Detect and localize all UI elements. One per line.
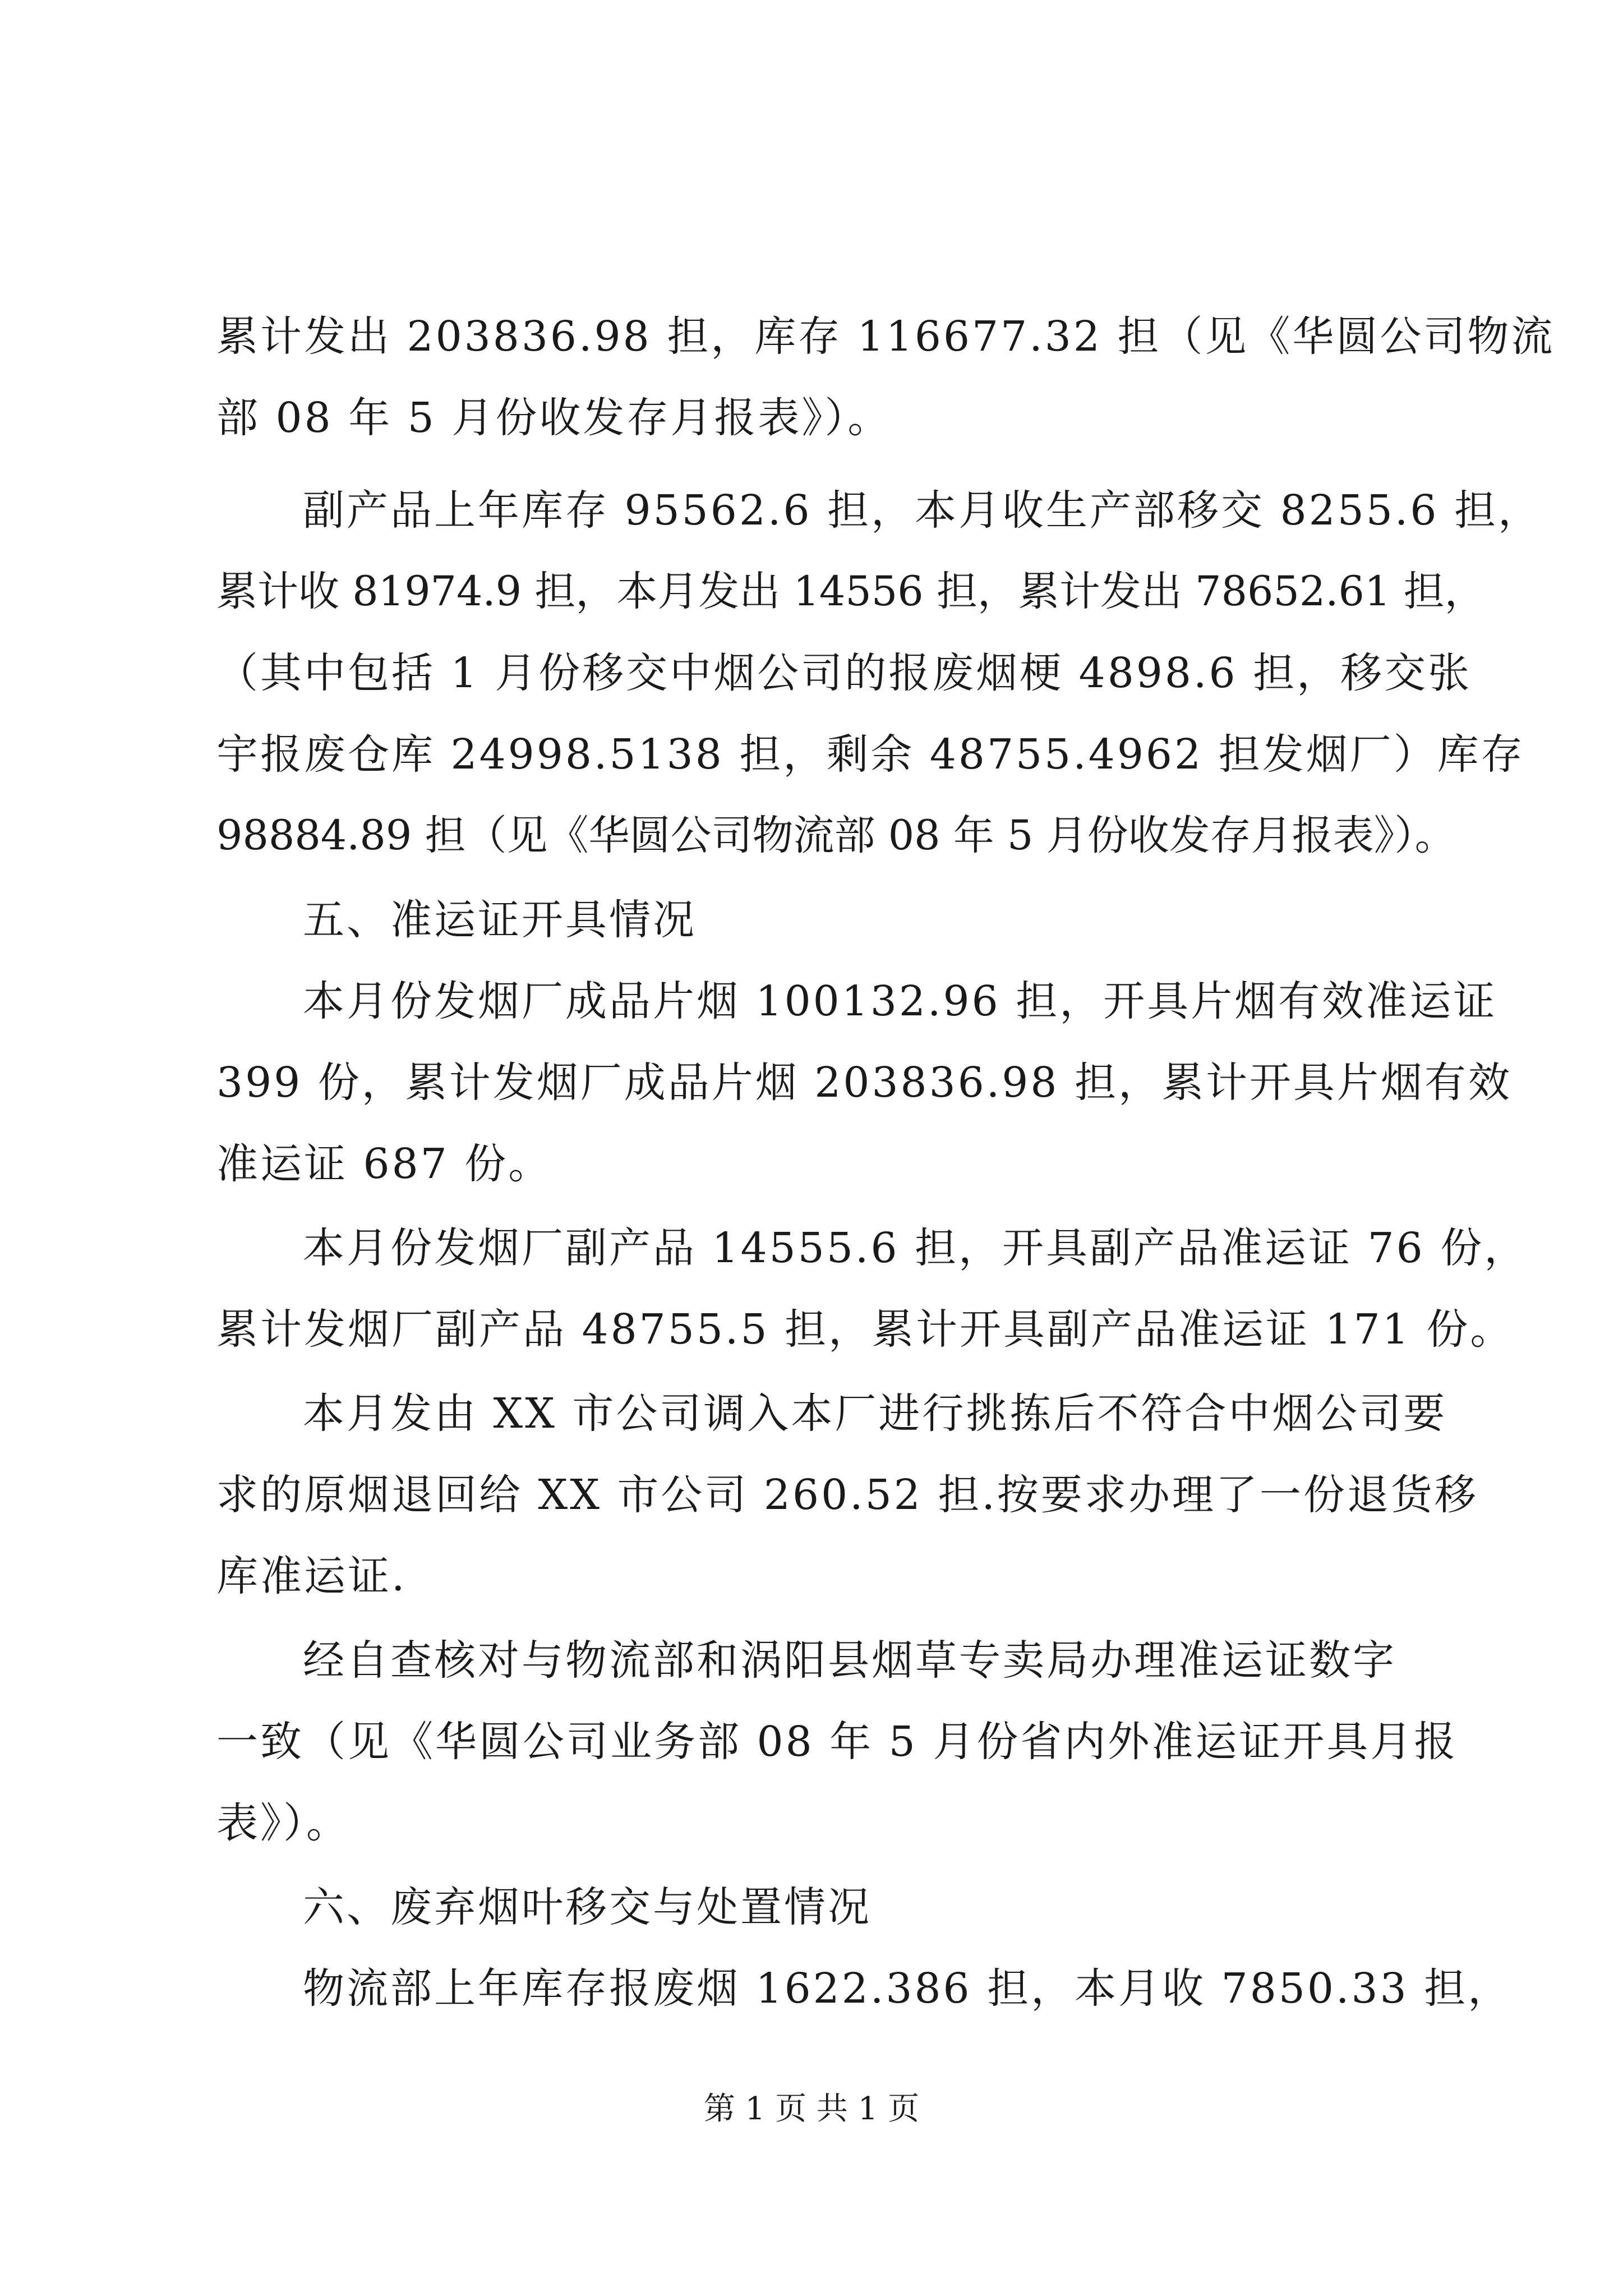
text-line: 本月份发烟厂成品片烟 100132.96 担，开具片烟有效准运证: [303, 977, 1497, 1025]
text-line: 准运证 687 份。: [216, 1140, 552, 1188]
page-footer: 第 1 页 共 1 页: [703, 2091, 920, 2127]
text-line: 本月份发烟厂副产品 14555.6 担，开具副产品准运证 76 份，: [303, 1224, 1528, 1272]
text-line: 求的原烟退回给 XX 市公司 260.52 担.按要求办理了一份退货移: [216, 1471, 1478, 1519]
text-line: 副产品上年库存 95562.6 担，本月收生产部移交 8255.6 担，: [303, 486, 1542, 535]
text-line: 累计发烟厂副产品 48755.5 担，累计开具副产品准运证 171 份。: [216, 1305, 1514, 1354]
text-line: 物流部上年库存报废烟 1622.386 担，本月收 7850.33 担，: [303, 1964, 1512, 2013]
text-line: （其中包括 1 月份移交中烟公司的报废烟梗 4898.6 担，移交张: [216, 649, 1472, 697]
text-line: 累计发出 203836.98 担，库存 116677.32 担（见《华圆公司物流: [216, 312, 1555, 361]
text-line: 399 份，累计发烟厂成品片烟 203836.98 担，累计开具片烟有效: [216, 1059, 1512, 1107]
text-line: 经自查核对与物流部和涡阳县烟草专卖局办理准运证数字: [303, 1636, 1396, 1685]
text-line: 库准运证.: [216, 1552, 407, 1600]
text-line: 本月发由 XX 市公司调入本厂进行挑拣后不符合中烟公司要: [303, 1389, 1447, 1438]
text-line: 一致（见《华圆公司业务部 08 年 5 月份省内外准运证开具月报: [216, 1718, 1458, 1766]
text-line: 表》）。: [216, 1799, 350, 1847]
section-heading: 五、准运证开具情况: [303, 896, 697, 944]
text-line: 部 08 年 5 月份收发存月报表》）。: [216, 394, 892, 442]
text-line: 累计收 81974.9 担，本月发出 14556 担，累计发出 78652.61 担，: [216, 568, 1486, 615]
text-line: 宇报废仓库 24998.5138 担，剩余 48755.4962 担发烟厂）库存: [216, 730, 1525, 779]
text-line: 98884.89 担（见《华圆公司物流部 08 年 5 月份收发存月报表》）。: [216, 812, 1456, 859]
section-heading: 六、废弃烟叶移交与处置情况: [303, 1883, 872, 1931]
